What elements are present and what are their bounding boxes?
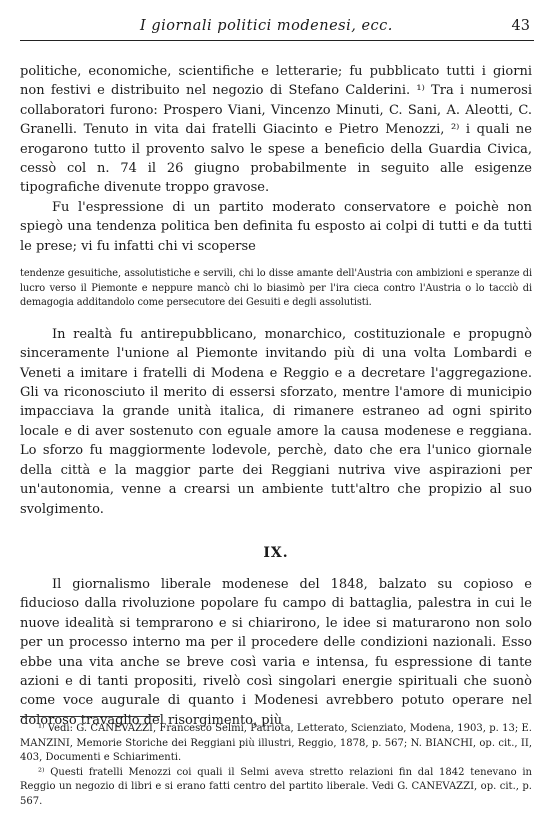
footnote-2: ²⁾ Questi fratelli Menozzi coi quali il Selmi aveva stretto relazioni fin dal 1842 tenevano in Reggio un negozio di libri e si erano fatti centro del partito liberale. Vedi G. CANEVAZZI, op. cit., p. 567. <box>20 766 532 807</box>
footnotes <box>20 722 532 810</box>
paragraph-liberal-journalism: Il giornalismo liberale modenese del 1848, balzato su copioso e fiducioso dalla rivoluzione popolare fu campo di battaglia, palestra in cui le nuove idealità si temprarono e si chiarirono, le idee si maturarono non solo per un processo interno ma per il procedere delle condizioni nazionali. Esso ebbe una vita anche se breve così varia e intensa, fu espressione di tante azioni e di tanti propositi, rivelò così singolari energie spirituali che suonò come voce augurale di quanto i Modenesi avrebbero potuto operare nel doloroso travaglio del risorgimento, più <box>20 576 532 728</box>
paragraph-expression: Fu l'espressione di un partito moderato conservatore e poichè non spiegò una tendenza politica ben definita fu esposto ai colpi di tutti e da tutti le prese; vi fu infatti chi vi scoperse <box>20 199 532 254</box>
page-header <box>20 18 534 41</box>
page-number: 43 <box>511 18 530 34</box>
page-body <box>20 62 532 730</box>
footnote-1: ¹⁾ Vedi: G. CANEVAZZI, Francesco Selmi, Patriota, Letterato, Scienziato, Modena, 1903, p. 13; E. MANZINI, Memorie Storiche dei Reggiani più illustri, Reggio, 1878, p. 567; N. BIANCHI, op. cit., II, 403, Documenti e Schiarimenti. <box>20 723 532 764</box>
footnote-divider <box>20 716 160 717</box>
section-heading: IX. <box>263 544 289 561</box>
running-title: I giornali politici modenesi, ecc. <box>140 18 393 34</box>
block-quote: tendenze gesuitiche, assolutistiche e servili, chi lo disse amante dell'Austria con ambizioni e speranze di lucro verso il Piemonte e neppure mancò chi lo biasimò per l'ira cieca contro l'Austria o lo tacciò di demagogia additandolo come persecutore dei Gesuiti e degli assolutisti. <box>20 268 532 309</box>
paragraph-continuation: politiche, economiche, scientifiche e letterarie; fu pubblicato tutti i giorni non festivi e distribuito nel negozio di Stefano Calderini. ¹⁾ Tra i numerosi collaboratori furono: Prospero Viani, Vincenzo Minuti, C. Sani, A. Aleotti, C. Granelli. Tenuto in vita dai fratelli Giacinto e Pietro Menozzi, ²⁾ i quali ne erogarono tutto il provento salvo le spese a beneficio della Guardia Civica, cessò col n. 74 il 26 giugno probabilmente in seguito alle esigenze tipografiche divenute troppo gravose. <box>20 64 532 196</box>
paragraph-antirepublican: In realtà fu antirepubblicano, monarchico, costituzionale e propugnò sinceramente l'unione al Piemonte invitando più di una volta Lombardi e Veneti a imitare i fratelli di Modena e Reggio e a decretare l'aggregazione. Gli va riconosciuto il merito di essersi sforzato, mentre l'amore di municipio impacciava la grande unità italica, di rimanere estraneo ad ogni spirito locale e di aver sostenuto con eguale amore la causa modenese e reggiana. Lo sforzo fu maggiormente lodevole, perchè, dato che era l'unico giornale della città e la maggior parte dei Reggiani nutriva vive aspirazioni per un'autonomia, venne a crearsi un ambiente tutt'altro che propizio al suo svolgimento. <box>20 326 532 517</box>
